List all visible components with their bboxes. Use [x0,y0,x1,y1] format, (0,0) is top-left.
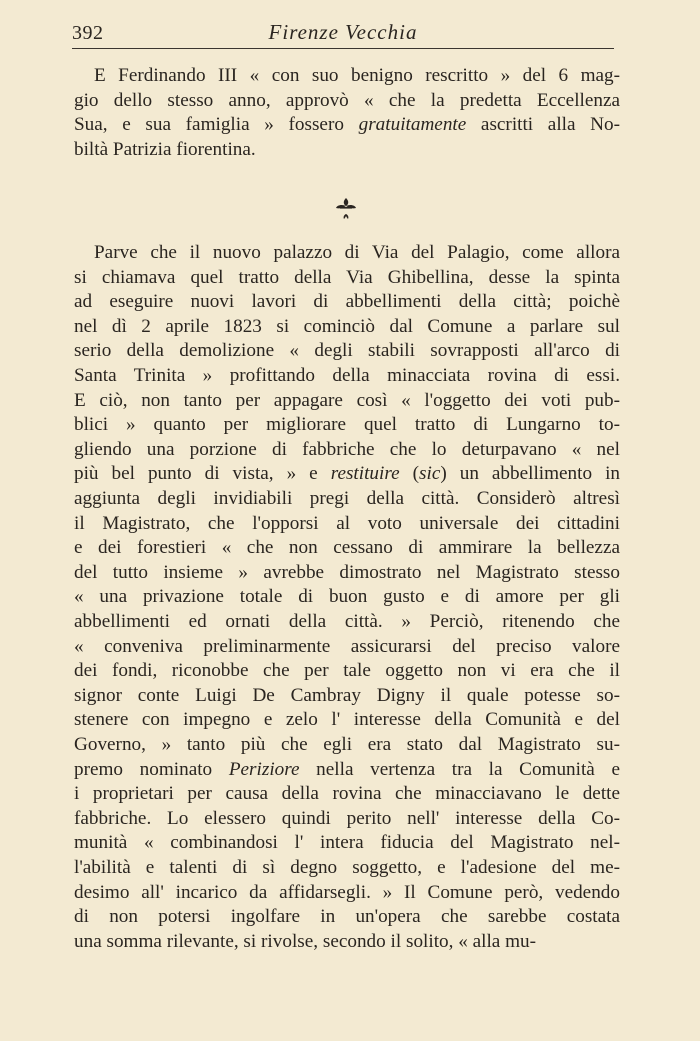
fleuron-ornament [332,196,360,222]
running-title: Firenze Vecchia [268,20,418,44]
text-line [74,708,620,732]
line-text: Governo, » tanto più che egli era stato dal Magistrato su- [74,734,620,755]
text-line [74,684,620,708]
text-line [74,389,620,413]
line-text: biltà Patrizia fiorentina. [74,138,256,160]
text-line [74,807,620,831]
line-text: fabbriche. Lo elessero quindi perito nell' interesse della Co- [74,807,620,829]
text-line [74,733,620,757]
line-text: premo nominato [74,758,229,780]
text-line [74,138,620,162]
text-line [74,881,620,905]
line-text: dei fondi, riconobbe che per tale oggetto non vi era che il [74,660,620,682]
line-text: i proprietari per causa della rovina che minacciavano le dette [74,783,620,805]
text-line [74,758,620,782]
line-text: il Magistrato, che l'opporsi al voto universale dei cittadini [74,512,620,534]
page-number: 392 [72,22,104,44]
text-line [74,413,620,437]
italic-text: Periziore [228,758,300,780]
text-line [74,113,620,137]
text-line [74,585,620,609]
text-line [94,64,620,88]
italic-text: sic [419,463,441,485]
text-line [74,89,620,113]
text-line [74,782,620,806]
line-text: ascritti alla No- [466,114,621,136]
text-line [74,930,620,954]
line-text: abbellimenti ed ornati della città. » Perciò, ritenendo che [74,611,620,632]
text-line [74,561,620,585]
line-text: si chiamava quel tratto della Via Ghibellina, desse la spinta [74,266,620,288]
line-text: ( [399,463,420,485]
line-text: del tutto insieme » avrebbe dimostrato nel Magistrato stesso [74,561,620,583]
text-line [74,266,620,290]
page-header [72,18,614,49]
text-line [74,438,620,462]
line-text: desimo all' incarico da affidarsegli. » Il Comune però, vedendo [74,881,620,903]
line-text: Parve che il nuovo palazzo di Via del Palagio, come allora [94,242,620,263]
line-text: « una privazione totale di buon gusto e di amore per gli [74,586,620,608]
text-line [74,905,620,929]
line-text: E Ferdinando III « con suo benigno rescritto » del 6 mag- [94,65,620,86]
text-line [74,659,620,683]
line-text: stenere con impegno e zelo l' interesse della Comunità e del [74,709,620,731]
text-line [74,487,620,511]
line-text: nel dì 2 aprile 1823 si cominciò dal Comune a parlare sul [74,315,620,337]
text-line [74,536,620,560]
line-text: e dei forestieri « che non cessano di ammirare la bellezza [74,537,620,559]
text-line [74,635,620,659]
text-line [74,315,620,339]
line-text: munità « combinandosi l' intera fiducia del Magistrato nel- [74,832,620,854]
line-text: più bel punto di vista, » e [74,463,331,485]
text-line [74,610,620,634]
line-text: Santa Trinita » profittando della minacciata rovina di essi. [74,365,620,386]
text-line [74,462,620,486]
line-text: l'abilità e talenti di sì degno soggetto, e l'adesione del me- [74,857,620,878]
text-line [74,512,620,536]
line-text: aggiunta degli invidiabili pregi della città. Considerò altresì [74,488,620,509]
line-text: E ciò, non tanto per appagare così « l'oggetto dei voti pub- [74,389,620,411]
line-text: ) un abbellimento in [440,463,620,485]
text-line [74,831,620,855]
line-text: signor conte Luigi De Cambray Digny il quale potesse so- [74,684,620,706]
line-text: serio della demolizione « degli stabili sovrapposti all'arco di [74,340,620,362]
text-line [74,856,620,880]
line-text: gio dello stesso anno, approvò « che la predetta Eccellenza [74,89,620,111]
line-text: blici » quanto per migliorare quel tratto di Lungarno to- [74,414,620,436]
line-text: di non potersi ingolfare in un'opera che sarebbe costata [74,906,620,928]
line-text: ad eseguire nuovi lavori di abbellimenti della città; poichè [74,291,620,313]
text-line [74,339,620,363]
text-line [74,364,620,388]
line-text: « conveniva preliminarmente assicurarsi del preciso valore [74,635,620,657]
text-line [94,241,620,265]
italic-text: restituire [330,463,400,485]
line-text: Sua, e sua famiglia » fossero [74,114,359,136]
italic-text: gratuitamente [358,114,467,136]
line-text: una somma rilevante, si rivolse, secondo il solito, « alla mu- [74,930,537,952]
line-text: gliendo una porzione di fabbriche che lo deturpavano « nel [74,438,620,460]
text-line [74,290,620,314]
line-text: nella vertenza tra la Comunità e [299,758,620,780]
